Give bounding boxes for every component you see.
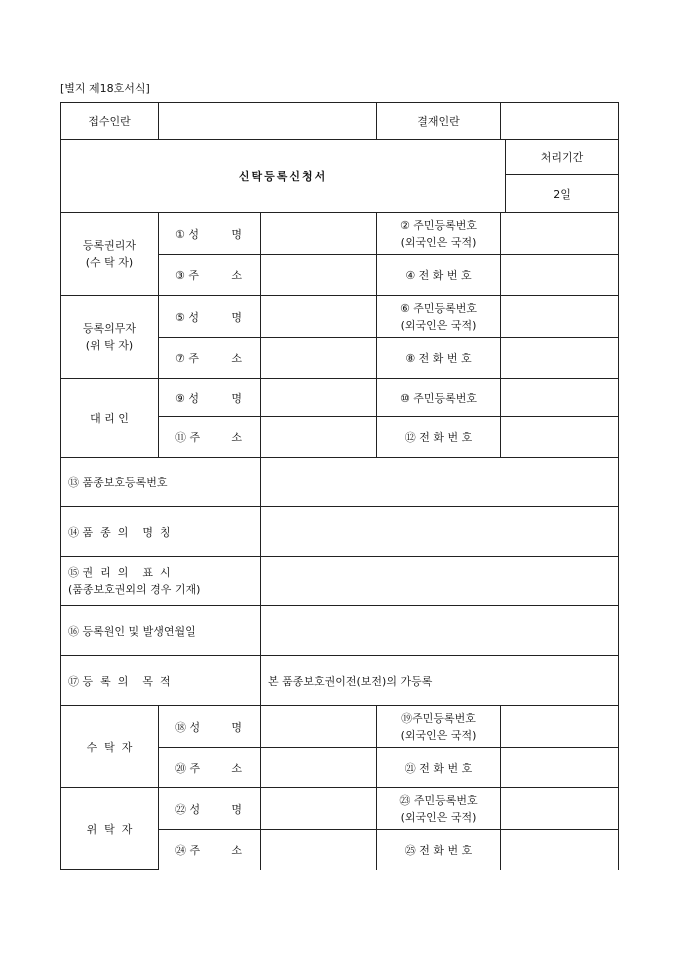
- variety-reg-no-label: ⑬ 품종보호등록번호: [61, 458, 261, 507]
- trust-registration-form: [60, 102, 619, 870]
- obligor-name-field[interactable]: [261, 296, 377, 338]
- rightholder-id-field[interactable]: [501, 213, 619, 255]
- rightholder-address-field[interactable]: [261, 255, 377, 296]
- rightholder-label-line1: 등록권리자: [82, 239, 137, 252]
- receipt-stamp-label: 접수인란: [61, 103, 159, 140]
- rightholder-address-label-end: 소: [231, 269, 242, 282]
- obligor-label-line2: (위 탁 자): [85, 339, 134, 352]
- obligor-address-field[interactable]: [261, 338, 377, 379]
- purpose-value[interactable]: 본 품종보호권이전(보전)의 가등록: [261, 656, 619, 706]
- rightholder-id-label-line2: (외국인은 국적): [400, 235, 477, 249]
- truster-id-field[interactable]: [501, 788, 619, 830]
- trustee-name-label: [159, 706, 261, 748]
- truster-name-label-start: ㉒ 성: [175, 802, 201, 816]
- trustee-id-field[interactable]: [501, 706, 619, 748]
- agent-id-field[interactable]: [501, 379, 619, 417]
- obligor-address-label-end: 소: [231, 352, 242, 365]
- truster-address-label: [159, 830, 261, 870]
- rightholder-address-label-start: ③ 주: [175, 269, 199, 282]
- form-title: 신탁등록신청서: [61, 140, 506, 213]
- truster-label: 위 탁 자: [61, 788, 159, 870]
- truster-name-label-end: 명: [231, 802, 242, 816]
- rightholder-phone-label: ④ 전 화 번 호: [377, 255, 501, 296]
- trustee-id-label-line1: ⑲주민등록번호: [401, 711, 476, 725]
- trustee-name-label-start: ⑱ 성: [175, 720, 201, 734]
- agent-phone-field[interactable]: [501, 417, 619, 458]
- agent-address-label: [159, 417, 261, 458]
- trustee-name-label-end: 명: [231, 720, 242, 734]
- rightholder-phone-field[interactable]: [501, 255, 619, 296]
- obligor-label-line1: 등록의무자: [82, 322, 137, 335]
- form-reference: [별지 제18호서식]: [60, 82, 150, 95]
- obligor-name-label-end: 명: [231, 310, 242, 324]
- trustee-id-label: [377, 706, 501, 748]
- right-indication-label-line2: (품종보호권외의 경우 기재): [68, 583, 201, 596]
- purpose-label: ⑰ 등 록 의 목 적: [61, 656, 261, 706]
- obligor-name-label: [159, 296, 261, 338]
- truster-name-field[interactable]: [261, 788, 377, 830]
- rightholder-address-label: [159, 255, 261, 296]
- processing-period-label: 처리기간: [506, 140, 619, 175]
- approval-stamp-box[interactable]: [501, 103, 619, 140]
- processing-period-value: 2일: [506, 175, 619, 213]
- trustee-address-label-end: 소: [231, 761, 242, 775]
- agent-name-label: [159, 379, 261, 417]
- variety-reg-no-field[interactable]: [261, 458, 619, 507]
- rightholder-label-line2: (수 탁 자): [85, 256, 134, 269]
- truster-address-field[interactable]: [261, 830, 377, 870]
- receipt-stamp-box[interactable]: [159, 103, 377, 140]
- trustee-address-label-start: ⑳ 주: [175, 761, 201, 775]
- trustee-label: 수 탁 자: [61, 706, 159, 788]
- right-indication-label-line1: ⑮ 권 리 의 표 시: [68, 566, 171, 579]
- trustee-id-label-line2: (외국인은 국적): [400, 728, 477, 742]
- rightholder-id-label-line1: ② 주민등록번호: [399, 218, 478, 232]
- truster-name-label: [159, 788, 261, 830]
- approval-stamp-label: 결재인란: [377, 103, 501, 140]
- obligor-phone-label: ⑧ 전 화 번 호: [377, 338, 501, 379]
- obligor-phone-field[interactable]: [501, 338, 619, 379]
- agent-address-label-end: 소: [231, 431, 242, 444]
- trustee-name-field[interactable]: [261, 706, 377, 748]
- truster-id-label-line1: ㉓ 주민등록번호: [399, 793, 478, 807]
- truster-phone-field[interactable]: [501, 830, 619, 870]
- obligor-id-label: [377, 296, 501, 338]
- agent-name-field[interactable]: [261, 379, 377, 417]
- agent-label: 대 리 인: [61, 379, 159, 458]
- trustee-address-field[interactable]: [261, 748, 377, 788]
- rightholder-name-label-end: 명: [231, 227, 242, 241]
- right-indication-label: [61, 557, 261, 606]
- rightholder-name-label: [159, 213, 261, 255]
- agent-phone-label: ⑫ 전 화 번 호: [377, 417, 501, 458]
- rightholder-label: [61, 213, 159, 296]
- obligor-name-label-start: ⑤ 성: [175, 310, 199, 324]
- truster-address-label-end: 소: [231, 843, 242, 857]
- agent-address-field[interactable]: [261, 417, 377, 458]
- variety-name-field[interactable]: [261, 507, 619, 557]
- obligor-id-label-line2: (외국인은 국적): [400, 318, 477, 332]
- agent-name-label-end: 명: [231, 391, 242, 405]
- rightholder-name-field[interactable]: [261, 213, 377, 255]
- obligor-id-field[interactable]: [501, 296, 619, 338]
- truster-id-label: [377, 788, 501, 830]
- trustee-phone-label: ㉑ 전 화 번 호: [377, 748, 501, 788]
- variety-name-label: ⑭ 품 종 의 명 칭: [61, 507, 261, 557]
- truster-id-label-line2: (외국인은 국적): [400, 810, 477, 824]
- right-indication-field[interactable]: [261, 557, 619, 606]
- obligor-id-label-line1: ⑥ 주민등록번호: [399, 301, 478, 315]
- truster-phone-label: ㉕ 전 화 번 호: [377, 830, 501, 870]
- agent-address-label-start: ⑪ 주: [175, 431, 201, 444]
- obligor-address-label: [159, 338, 261, 379]
- rightholder-name-label-start: ① 성: [175, 227, 199, 241]
- cause-field[interactable]: [261, 606, 619, 656]
- agent-id-label: ⑩ 주민등록번호: [377, 379, 501, 417]
- trustee-phone-field[interactable]: [501, 748, 619, 788]
- obligor-label: [61, 296, 159, 379]
- trustee-address-label: [159, 748, 261, 788]
- rightholder-id-label: [377, 213, 501, 255]
- truster-address-label-start: ㉔ 주: [175, 843, 201, 857]
- agent-name-label-start: ⑨ 성: [175, 391, 199, 405]
- obligor-address-label-start: ⑦ 주: [175, 352, 199, 365]
- cause-label: ⑯ 등록원인 및 발생연월일: [61, 606, 261, 656]
